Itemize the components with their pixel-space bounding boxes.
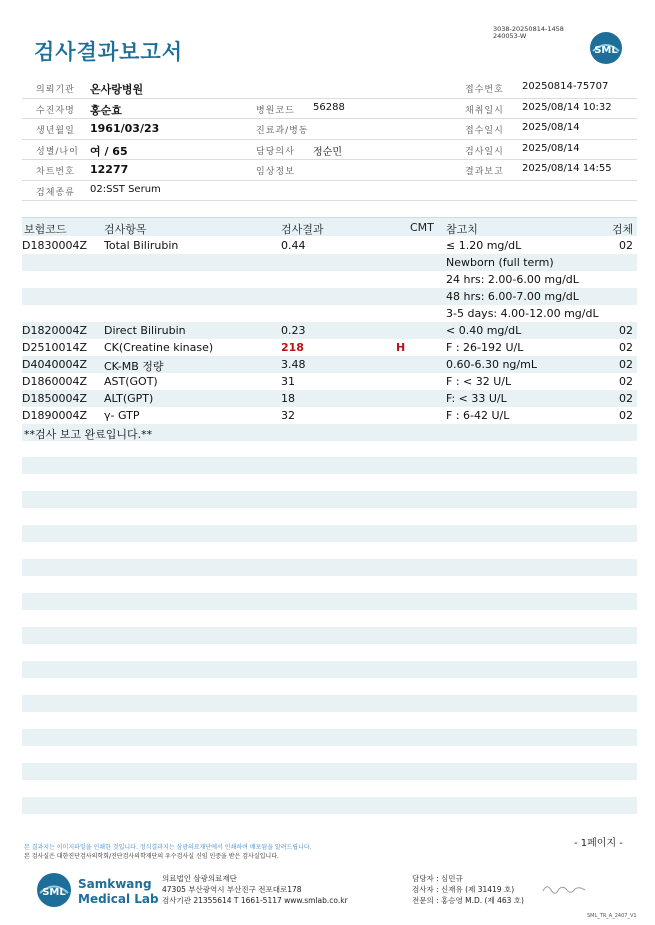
info-row-3 [22, 119, 637, 140]
cell-item: ALT(GPT) [104, 392, 154, 405]
document-id-line1: 3038-20250814-1458 [493, 25, 564, 33]
cell-ref: F : 6-42 U/L [446, 409, 510, 422]
info-row-2 [22, 99, 637, 120]
empty-band [22, 729, 637, 746]
signature-mark [541, 881, 587, 895]
cell-item: CK-MB 정량 [104, 360, 164, 373]
header-cmt: CMT [410, 221, 434, 234]
table-row [22, 390, 637, 407]
table-row [22, 407, 637, 424]
info-row-4 [22, 140, 637, 161]
empty-band [22, 491, 637, 508]
chart-value: 12277 [90, 163, 129, 176]
patient-label: 수진자명 [36, 105, 75, 116]
header-result: 검사결과 [281, 223, 324, 236]
document-id [493, 26, 564, 40]
cell-item: CK(Creatine kinase) [104, 341, 214, 354]
empty-band [22, 559, 637, 576]
receipt-no-label: 접수번호 [465, 85, 504, 95]
report-value: 2025/08/14 14:55 [522, 163, 612, 174]
info-row-6 [22, 181, 637, 202]
table-row [22, 356, 637, 373]
sml-logo-text: SML [594, 45, 618, 56]
cell-ref: F : 26-192 U/L [446, 341, 524, 354]
table-row [22, 339, 637, 356]
header-item: 검사항목 [104, 223, 147, 236]
cell-item: γ- GTP [104, 409, 140, 422]
cell-result: 32 [281, 409, 295, 422]
brand-name-line2: Medical Lab [78, 892, 159, 906]
specimen-value: 02:SST Serum [90, 183, 161, 195]
table-row [22, 271, 637, 288]
empty-band [22, 661, 637, 678]
doctor-value: 정순민 [313, 146, 342, 158]
cell-code: D1830004Z [22, 239, 87, 252]
samkwang-logo-icon [36, 872, 72, 908]
cell-result: 18 [281, 392, 295, 405]
patient-value: 홍순효 [90, 103, 122, 117]
table-row-note [22, 424, 637, 441]
receive-label: 접수일시 [465, 126, 504, 136]
cell-specimen: 02 [619, 358, 633, 371]
cell-code: D4040004Z [22, 358, 87, 371]
cell-code: D1860004Z [22, 375, 87, 388]
results-table-body [22, 237, 637, 441]
table-row [22, 373, 637, 390]
cell-specimen: 02 [619, 375, 633, 388]
cell-specimen: 02 [619, 239, 633, 252]
cell-ref: 48 hrs: 6.00-7.00 mg/dL [446, 290, 579, 303]
cell-specimen: 02 [619, 392, 633, 405]
empty-band [22, 797, 637, 814]
cell-code: D1820004Z [22, 324, 87, 337]
cell-result: 0.44 [281, 239, 306, 252]
clinical-label: 임상정보 [256, 167, 295, 177]
document-id-line2: 240053-W [493, 32, 527, 40]
dept-label: 진료과/병동 [256, 126, 309, 136]
results-table-header [22, 217, 637, 236]
header-specimen: 검체 [612, 223, 634, 236]
empty-band [22, 457, 637, 474]
empty-band [22, 763, 637, 780]
cell-ref: < 0.40 mg/dL [446, 324, 522, 337]
form-code: SML_TR_A_2407_V1 [587, 913, 637, 919]
cell-code: D1850004Z [22, 392, 87, 405]
cell-specimen: 02 [619, 324, 633, 337]
cell-specimen: 02 [619, 341, 633, 354]
cell-ref: 24 hrs: 2.00-6.00 mg/dL [446, 273, 579, 286]
table-row [22, 288, 637, 305]
collect-value: 2025/08/14 10:32 [522, 101, 612, 113]
hospital-code-label: 병원코드 [256, 105, 295, 116]
table-row [22, 254, 637, 271]
test-date-value: 2025/08/14 [522, 142, 580, 154]
cell-item: AST(GOT) [104, 375, 158, 388]
receive-value: 2025/08/14 [522, 122, 580, 133]
sex-age-label: 성별/나이 [36, 146, 79, 157]
cell-ref: 3-5 days: 4.00-12.00 mg/dL [446, 307, 599, 320]
table-row [22, 237, 637, 254]
report-title: 검사결과보고서 [34, 40, 184, 64]
org-address: 47305 부산광역시 부산진구 전포대로178 [162, 885, 302, 894]
empty-band [22, 593, 637, 610]
header-ref: 참고치 [446, 223, 478, 236]
institution-label: 의뢰기관 [36, 85, 75, 95]
cell-result: 31 [281, 375, 295, 388]
cell-ref: F: < 33 U/L [446, 392, 507, 405]
receipt-no-value: 20250814-75707 [522, 81, 609, 92]
birth-label: 생년월일 [36, 126, 75, 136]
cell-ref: ≤ 1.20 mg/dL [446, 239, 522, 252]
cell-result: 3.48 [281, 358, 306, 371]
cell-specimen: 02 [619, 409, 633, 422]
sml-logo-icon [589, 31, 623, 65]
report-complete-note: **검사 보고 완료입니다.** [24, 428, 153, 441]
table-row [22, 322, 637, 339]
patient-info [22, 78, 637, 201]
cell-ref: Newborn (full term) [446, 256, 554, 269]
staff-specialist: 전문의 : 홍승영 M.D. (제 463 호) [412, 896, 524, 905]
birth-value: 1961/03/23 [90, 122, 160, 135]
cell-ref: F : < 32 U/L [446, 375, 512, 388]
hospital-code-value: 56288 [313, 101, 345, 113]
empty-band [22, 695, 637, 712]
empty-row-bands [22, 457, 637, 831]
samkwang-logo-text: SML [42, 887, 66, 898]
specimen-label: 검체종류 [36, 187, 75, 198]
empty-band [22, 627, 637, 644]
header-code: 보험코드 [24, 223, 67, 236]
chart-label: 차트번호 [36, 167, 75, 177]
cell-result: 0.23 [281, 324, 306, 337]
certification-notice: 본 검사실은 대한진단검사의학회/진단검사의학재단의 우수검사실 신임 인증을 받은 검사실입니다. [24, 853, 279, 860]
org-name: 의료법인 삼광의료재단 [162, 874, 237, 883]
report-label: 결과보고 [465, 167, 504, 177]
cell-result: 218 [281, 341, 304, 354]
staff-manager: 담당자 : 심민규 [412, 874, 463, 883]
cell-cmt: H [396, 341, 406, 354]
info-row-5 [22, 160, 637, 181]
cell-item: Total Bilirubin [104, 239, 179, 252]
staff-tester: 검사자 : 신재유 (제 31419 호) [412, 885, 515, 894]
cell-code: D2510014Z [22, 341, 87, 354]
table-row [22, 305, 637, 322]
org-contact: 검사기관 21355614 T 1661-5117 www.smlab.co.kr [162, 896, 348, 905]
cell-code: D1890004Z [22, 409, 87, 422]
sex-age-value: 여 / 65 [90, 144, 128, 158]
cell-ref: 0.60-6.30 ng/mL [446, 358, 537, 371]
info-row-1 [22, 78, 637, 99]
cell-item: Direct Bilirubin [104, 324, 186, 337]
empty-band [22, 525, 637, 542]
collect-label: 채취일시 [465, 105, 504, 116]
page-number: - 1페이지 - [574, 838, 623, 849]
test-date-label: 검사일시 [465, 146, 504, 157]
institution-value: 온사랑병원 [90, 83, 144, 96]
image-copy-notice: 본 결과지는 이미지파일을 인쇄한 것입니다. 정식결과지는 삼광의료재단에서 인쇄하여 배포됨을 알려드립니다. [24, 844, 312, 851]
brand-name-line1: Samkwang [78, 877, 152, 891]
doctor-label: 담당의사 [256, 146, 295, 157]
